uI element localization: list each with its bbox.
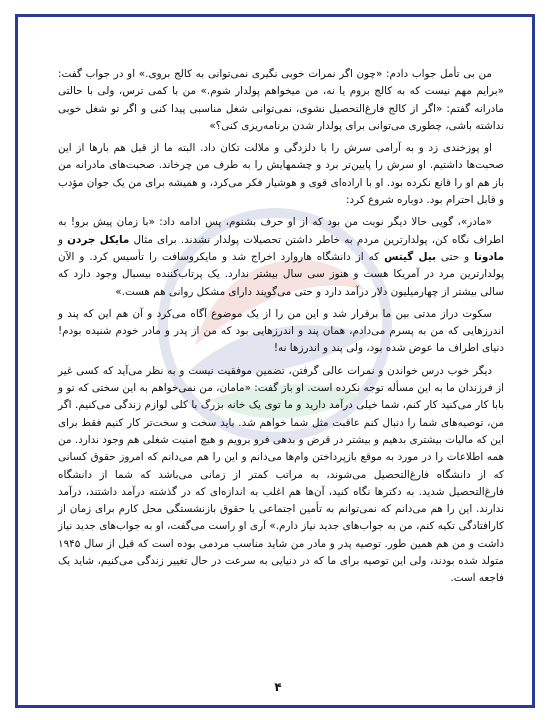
paragraph-text: سکوت دراز مدتی بین ما برقرار شد و این من را از یک موضوع آگاه می‌کرد و آن هم این که پند و اندرزهایی که من به پسرم می‌دادم، همان پند و اندرزهایی بود که من از پدر و مادر خودم شنیده بودم! دنیای اطراف ما عوض شده بود، ولی پند و اندرزها نه! (58, 307, 504, 355)
paragraph-2 (58, 140, 504, 209)
paragraph-4 (58, 306, 504, 358)
paragraph-text: و حتی (435, 250, 475, 263)
paragraph-text: «مادر»، گویی حالا دیگر نوبت من بود که از او حرف بشنوم، پس ادامه داد: «با زمان پیش برو! به اطراف نگاه کن، پولدارترین مردم به خاطر داشتن تحصیلات پولدار نشدند. برای مثال (58, 216, 504, 246)
name-bill-gates: بیل گیتس (384, 250, 436, 263)
paragraph-text: و (58, 233, 68, 246)
name-michael-jordan: مایکل جردن (67, 233, 130, 246)
page-text (58, 66, 504, 593)
paragraph-5 (58, 363, 504, 588)
page-number: ۴ (274, 680, 282, 694)
paragraph-3 (58, 214, 504, 300)
paragraph-text: من بی تأمل جواب دادم: «چون اگر نمرات خوبی نگیری نمی‌توانی به کالج بروی.» او در جواب گفت: «برایم مهم نیست که به کالج بروم یا نه، من میخواهم پولدار شوم.» من با کمی ترس، ولی با حالتی مادرانه گفتم: «اگر از کالج فارغ‌التحصیل نشوی، نمی‌توانی شغل مناسبی پیدا کنی و اگر تو شغل خوبی نداشته باشی، چطوری می‌توانی برای پولدار شدن برنامه‌ریزی کنی؟» (58, 68, 504, 132)
paragraph-text: دیگر خوب درس خواندن و نمرات عالی گرفتن، تضمین موفقیت نیست و به نظر می‌آید که کسی غیر از فرزندان ما به این مسأله توجه نکرده است. او باز گفت: «مامان، من نمی‌خواهم به این سختی که تو و بابا کار می‌کنید کار کنم، شما خیلی درآمد دارید و ما توی یک خانه بزرگ با کلی لوازم زندگی می‌کنیم. اگر من، توصیه‌های شما را دنبال کنم عاقبت مثل شما خواهم شد. باید سخت و سخت‌تر کار کنیم فقط برای این که مالیات بیشتری بدهیم و بیشتر در قرض و بدهی فرو برویم و هیچ امنیت شغلی هم وجود ندارد. من همه اطلاعات را در مورد به موقع بازپرداختن وام‌ها می‌دانم و این را هم می‌دانم که امروز حقوق کسانی که از دانشگاه فارغ‌التحصیل می‌شوند، به مراتب کمتر از زمانی می‌باشد که شما از دانشگاه فارغ‌التحصیل شدید. به دکترها نگاه کنید، آن‌ها هم اغلب به اندازه‌ای که در گذشته درآمد داشتند، درآمد ندارند. این را هم می‌دانم که نمی‌توانم به تأمین اجتماعی یا حقوق بازنشستگی محل کارم برای زمان از کارافتادگی تکیه کنم، من به جواب‌های جدید نیاز دارم.» آری او راست می‌گفت، او به جواب‌های جدید نیاز داشت و من هم همین طور. توصیه پدر و مادر من شاید مناسب مردمی بوده است که قبل از سال ۱۹۴۵ متولد شده بودند، ولی این توصیه برای ما که در دنیایی به سرعت در حال تغییر زندگی می‌کنیم، شاید یک فاجعه است. (58, 364, 504, 585)
paragraph-text: او پوزخندی زد و به آرامی سرش را با دلزدگی و ملالت تکان داد. البته ما از قبل هم بارها از این صحبت‌ها داشتیم. او سرش را پایین‌تر برد و چشمهایش را به طرف من چرخاند. صحبت‌های مادرانه من باز هم او را قانع نکرده بود. او با اراده‌ای قوی و هوشیار فکر می‌کرد، و همیشه برای من یک جوان مؤدب و قابل احترام بود. دوباره شروع کرد: (58, 142, 504, 207)
paragraph-1 (58, 66, 504, 135)
name-madonna: مادونا (474, 250, 505, 263)
paragraph-text: که از دانشگاه هاروارد اخراج شد و مایکروسافت را تأسیس کرد. و الآن پولدارترین مرد در آمریکا هست و هنوز سی سال بیشتر ندارد. یک پرتاب‌کننده بیسبال وجود دارد که سالی بیشتر از چهارمیلیون دلار درآمد دارد و حتی می‌گویند دارای مشکل روانی هم هست.» (58, 250, 504, 298)
